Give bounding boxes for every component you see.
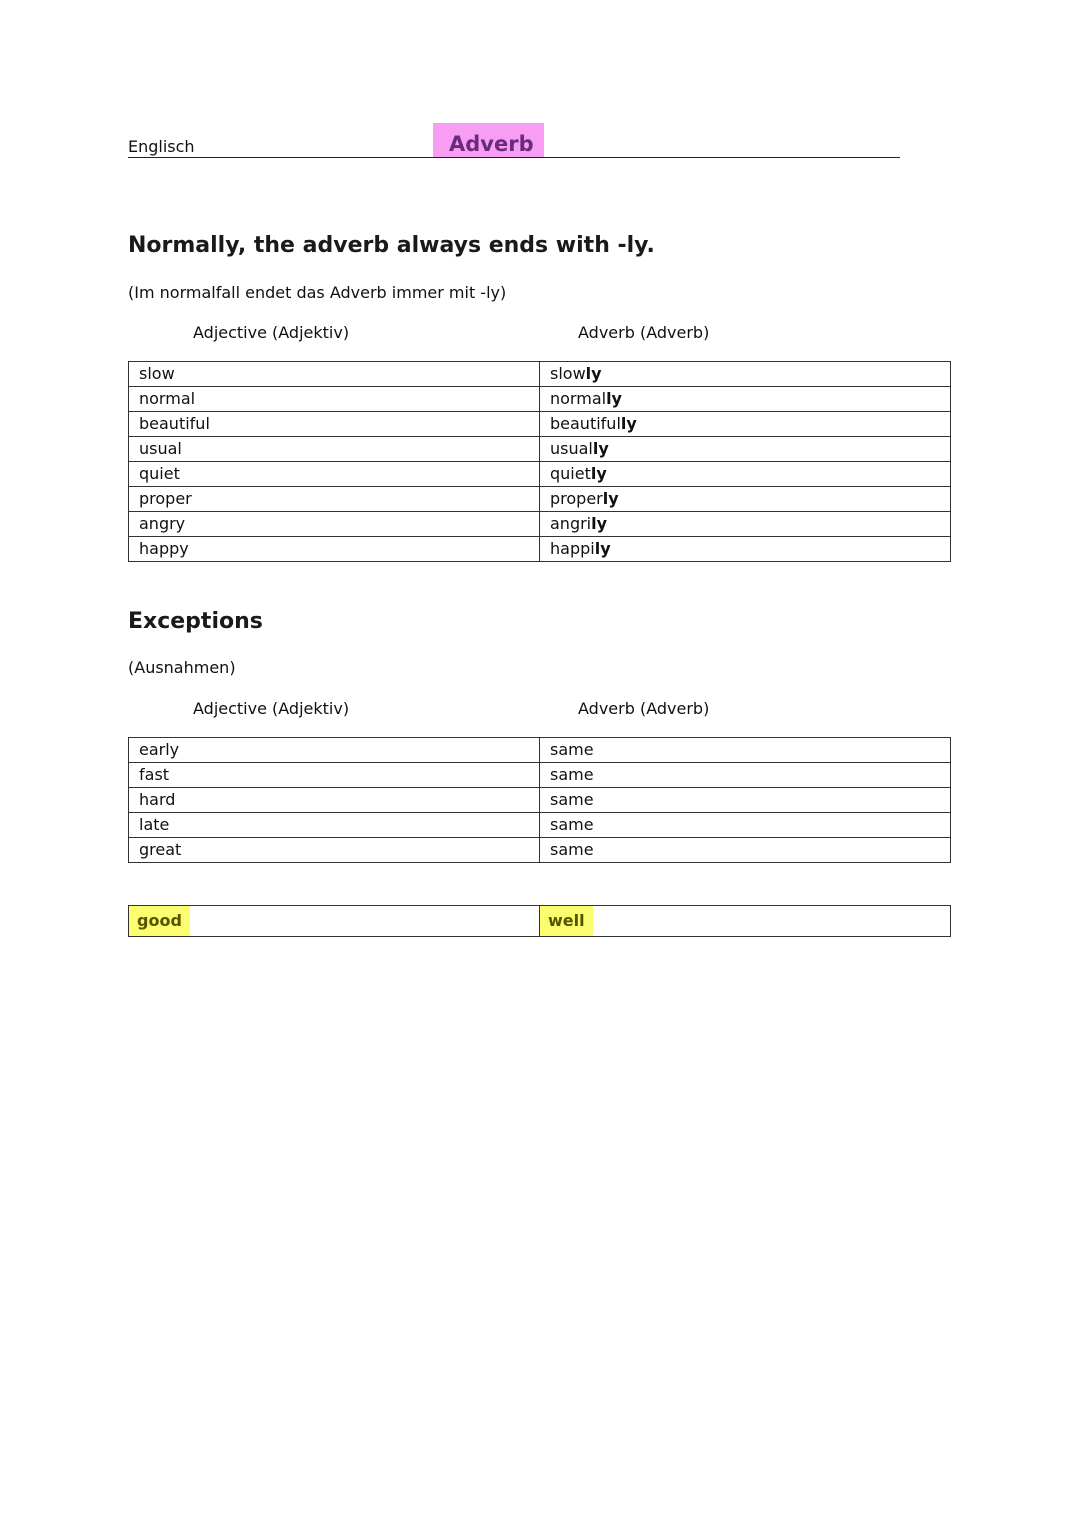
header-subject: Englisch [128, 137, 195, 156]
adverb-cell [540, 537, 951, 562]
section2-title: Exceptions [128, 609, 263, 634]
adverb-suffix: ly [594, 539, 611, 558]
section2-subtitle: (Ausnahmen) [128, 658, 236, 677]
adjective-cell: hard [129, 788, 540, 813]
table-row [129, 362, 951, 387]
adverb-cell [540, 412, 951, 437]
adjective-cell: early [129, 738, 540, 763]
adverb-stem: beautiful [550, 414, 621, 433]
adjective-cell: great [129, 838, 540, 863]
adverb-stem: proper [550, 489, 603, 508]
adverb-suffix: ly [590, 464, 607, 483]
adverb-cell [540, 437, 951, 462]
adverb-cell [540, 362, 951, 387]
adjective-cell: quiet [129, 462, 540, 487]
section1-col-adverb: Adverb (Adverb) [578, 323, 710, 342]
table-row [129, 462, 951, 487]
adverb-cell: same [540, 763, 951, 788]
adjective-cell: beautiful [129, 412, 540, 437]
table-row [129, 763, 951, 788]
adjective-cell: late [129, 813, 540, 838]
adverb-cell [540, 512, 951, 537]
adverb-stem: usual [550, 439, 593, 458]
section1-title: Normally, the adverb always ends with -ly. [128, 233, 655, 258]
adverb-cell [540, 487, 951, 512]
adjective-cell: happy [129, 537, 540, 562]
adverb-suffix: ly [592, 439, 609, 458]
adverb-cell [540, 387, 951, 412]
highlighted-adjective: good [129, 906, 190, 936]
section2-col-adverb: Adverb (Adverb) [578, 699, 710, 718]
adjective-cell: normal [129, 387, 540, 412]
section2-col-adjective: Adjective (Adjektiv) [193, 699, 350, 718]
header-line [128, 157, 900, 158]
adverb-suffix: ly [606, 389, 622, 408]
adjective-cell [129, 906, 540, 937]
adjective-cell: fast [129, 763, 540, 788]
adverb-stem: quiet [550, 464, 591, 483]
highlighted-adverb: well [540, 906, 593, 936]
table-row [129, 387, 951, 412]
table-row [129, 813, 951, 838]
table-row [129, 412, 951, 437]
adverb-stem: slow [550, 364, 586, 383]
regular-adverbs-table [128, 361, 951, 562]
adjective-cell: usual [129, 437, 540, 462]
adverb-suffix: ly [591, 514, 608, 533]
adverb-stem: happi [550, 539, 595, 558]
section1-subtitle: (Im normalfall endet das Adverb immer mit -ly) [128, 283, 507, 302]
adverb-stem: normal [550, 389, 607, 408]
adverb-cell [540, 462, 951, 487]
adverb-cell: same [540, 738, 951, 763]
header-topic: Adverb [433, 123, 544, 157]
adverb-stem: angri [550, 514, 592, 533]
adjective-cell: slow [129, 362, 540, 387]
exceptions-table [128, 737, 951, 863]
adverb-cell: same [540, 788, 951, 813]
adverb-cell: same [540, 838, 951, 863]
adverb-cell: same [540, 813, 951, 838]
adverb-suffix: ly [602, 489, 619, 508]
table-row [129, 738, 951, 763]
adjective-cell: proper [129, 487, 540, 512]
adverb-cell [540, 906, 951, 937]
table-row [129, 512, 951, 537]
special-exception-table [128, 905, 951, 937]
table-row [129, 537, 951, 562]
section1-col-adjective: Adjective (Adjektiv) [193, 323, 350, 342]
table-row [129, 788, 951, 813]
adverb-suffix: ly [620, 414, 637, 433]
table-row [129, 906, 951, 937]
table-row [129, 838, 951, 863]
table-row [129, 487, 951, 512]
table-row [129, 437, 951, 462]
adverb-suffix: ly [585, 364, 602, 383]
adjective-cell: angry [129, 512, 540, 537]
